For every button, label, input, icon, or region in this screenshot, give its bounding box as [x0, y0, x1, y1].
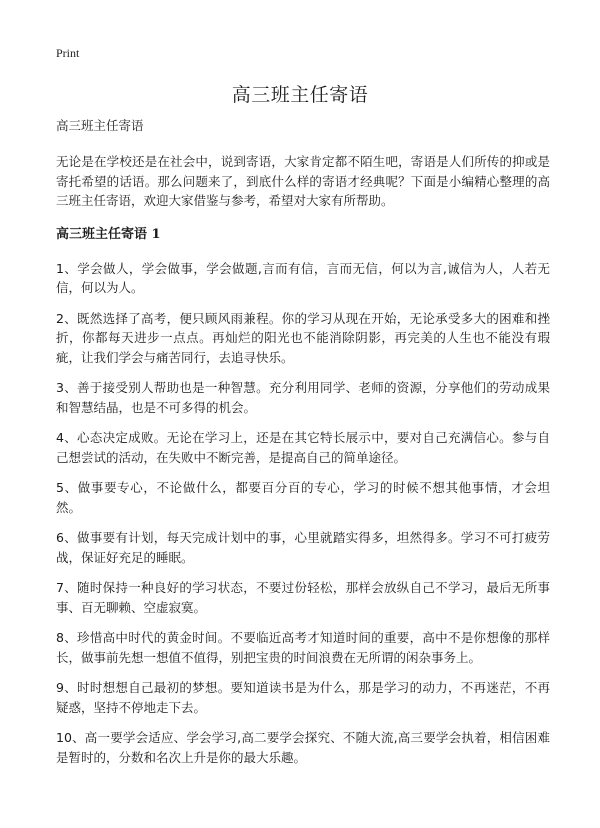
list-item: 6、做事要有计划，每天完成计划中的事，心里就踏实得多，坦然得多。学习不可打疲劳战，保证好充足的睡眠。 [56, 530, 550, 565]
list-item: 9、时时想想自己最初的梦想。要知道读书是为什么，那是学习的动力，不再迷茫，不再疑惑，坚持不停地走下去。 [56, 680, 550, 715]
list-item: 2、既然选择了高考，便只顾风雨兼程。你的学习从现在开始，无论承受多大的困难和挫折，你都每天进步一点点。再灿烂的阳光也不能消除阴影，再完美的人生也不能没有瑕疵，让我们学会与痛苦同行，去追寻快乐。 [56, 310, 550, 365]
list-item: 4、心态决定成败。无论在学习上，还是在其它特长展示中，要对自己充满信心。参与自己想尝试的活动，在失败中不断完善，是提高自己的简单途径。 [56, 430, 550, 465]
section-heading: 高三班主任寄语 1 [56, 226, 161, 242]
list-item: 7、随时保持一种良好的学习状态，不要过份轻松，那样会放纵自己不学习，最后无所事事、百无聊赖、空虚寂寞。 [56, 580, 550, 615]
list-item: 10、高一要学会适应、学会学习,高二要学会探究、不随大流,高三要学会执着，相信困难是暂时的，分数和名次上升是你的最大乐趣。 [56, 730, 550, 765]
list-item: 5、做事要专心，不论做什么，都要百分百的专心，学习的时候不想其他事情，才会坦然。 [56, 480, 550, 515]
list-item: 8、珍惜高中时代的黄金时间。不要临近高考才知道时间的重要，高中不是你想像的那样长，做事前先想一想值不值得，别把宝贵的时间浪费在无所谓的闲杂事务上。 [56, 630, 550, 665]
document-body [56, 116, 550, 778]
page-title: 高三班主任寄语 [231, 84, 369, 106]
list-item: 3、善于接受别人帮助也是一种智慧。充分利用同学、老师的资源，分享他们的劳动成果和智慧结晶，也是不可多得的机会。 [56, 380, 550, 415]
document-subtitle: 高三班主任寄语 [56, 118, 144, 133]
print-link[interactable]: Print [56, 46, 80, 60]
intro-paragraph: 无论是在学校还是在社会中，说到寄语，大家肯定都不陌生吧，寄语是人们所传的抑或是寄托希望的话语。那么问题来了，到底什么样的寄语才经典呢？下面是小编精心整理的高三班主任寄语，欢迎大家借鉴与参考，希望对大家有所帮助。 [56, 154, 550, 208]
list-item: 1、学会做人，学会做事，学会做题,言而有信，言而无信，何以为言,诚信为人，人若无信，何以为人。 [56, 260, 550, 295]
